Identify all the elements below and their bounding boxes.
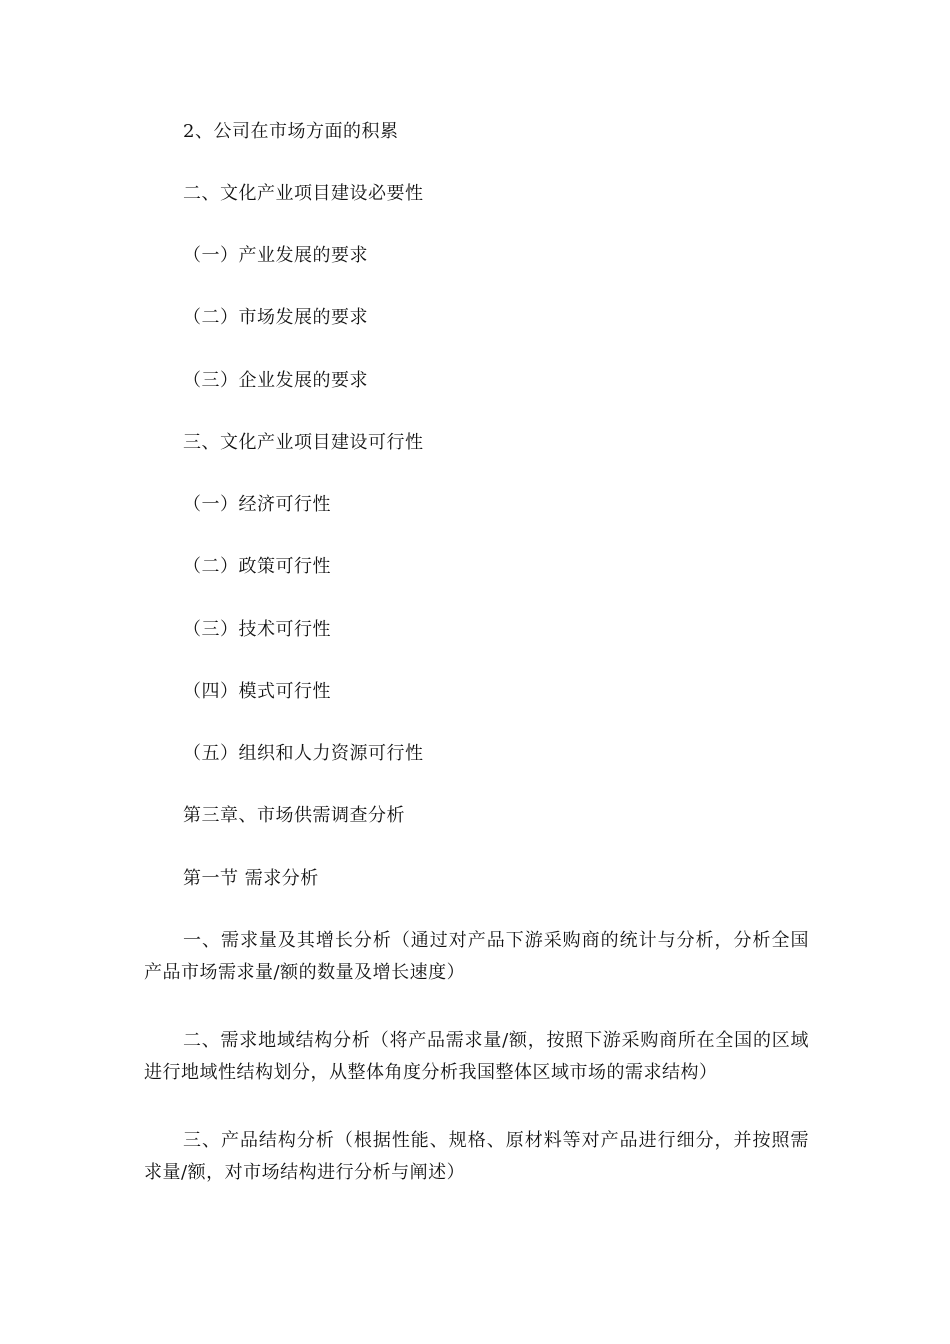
item-market-requirement: （二）市场发展的要求 bbox=[183, 307, 368, 328]
item-hr-feasibility: （五）组织和人力资源可行性 bbox=[183, 743, 424, 764]
item-policy-feasibility: （二）政策可行性 bbox=[183, 556, 331, 577]
heading-market-accumulation: 2、公司在市场方面的积累 bbox=[183, 121, 399, 142]
item-model-feasibility: （四）模式可行性 bbox=[183, 681, 331, 702]
heading-feasibility: 三、文化产业项目建设可行性 bbox=[183, 432, 424, 453]
paragraph-product-structure: 三、产品结构分析（根据性能、规格、原材料等对产品进行细分，并按照需求量/额，对市场结构进行分析与阐述） bbox=[144, 1130, 809, 1183]
heading-necessity: 二、文化产业项目建设必要性 bbox=[183, 183, 424, 204]
chapter-heading: 第三章、市场供需调查分析 bbox=[183, 805, 405, 826]
paragraph-demand-growth: 一、需求量及其增长分析（通过对产品下游采购商的统计与分析，分析全国产品市场需求量/额的数量及增长速度） bbox=[144, 930, 809, 983]
item-technical-feasibility: （三）技术可行性 bbox=[183, 619, 331, 640]
item-industry-requirement: （一）产业发展的要求 bbox=[183, 245, 368, 266]
item-enterprise-requirement: （三）企业发展的要求 bbox=[183, 370, 368, 391]
paragraph-regional-structure: 二、需求地域结构分析（将产品需求量/额，按照下游采购商所在全国的区域进行地域性结构划分，从整体角度分析我国整体区域市场的需求结构） bbox=[144, 1030, 809, 1083]
section-heading: 第一节 需求分析 bbox=[183, 868, 319, 889]
item-economic-feasibility: （一）经济可行性 bbox=[183, 494, 331, 515]
